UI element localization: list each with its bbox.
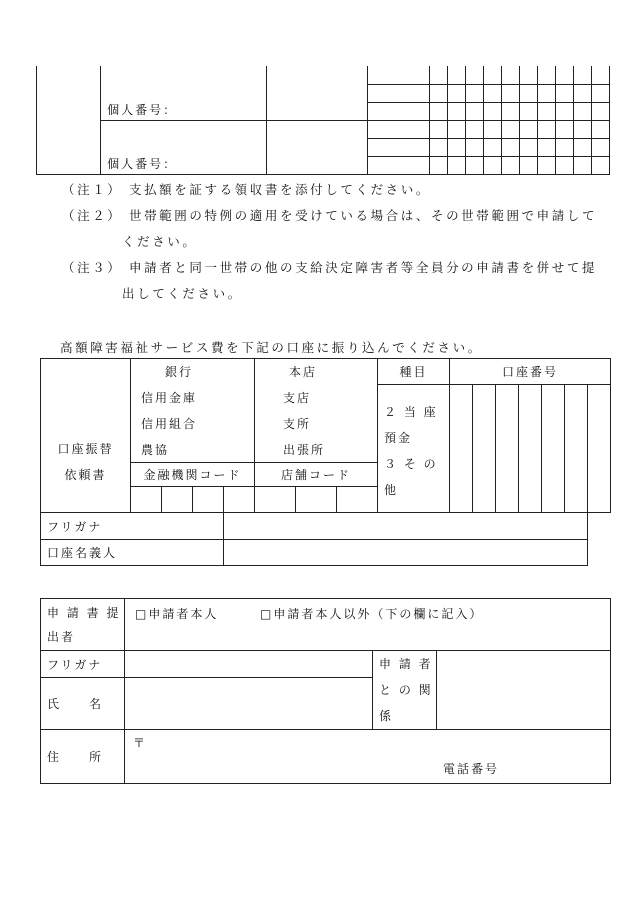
- applicant-name-label: 氏 名: [41, 678, 125, 730]
- branch-type-main: 本店: [255, 359, 378, 385]
- account-holder-label: 口座名義人: [41, 540, 224, 566]
- institution-code-digit[interactable]: [193, 487, 224, 513]
- option-self-checkbox[interactable]: □申請者本人: [135, 607, 219, 621]
- institution-code-digit[interactable]: [131, 487, 162, 513]
- institution-code-label: 金融機関コード: [131, 463, 255, 487]
- account-kind-options: ２ 当 座 預金 ３ そ の 他: [378, 385, 450, 513]
- applicant-furigana-field[interactable]: [125, 651, 373, 678]
- relation-field[interactable]: [437, 651, 611, 730]
- note-2-continuation: ください。: [122, 234, 198, 249]
- note-2: （注２） 世帯範囲の特例の適用を受けている場合は、その世帯範囲で申請して: [62, 208, 598, 223]
- note-3-continuation: 出してください。: [122, 286, 243, 301]
- note-3: （注３） 申請者と同一世帯の他の支給決定障害者等全員分の申請書を併せて提: [62, 260, 598, 275]
- branch-type-branch: 支店: [255, 385, 378, 411]
- personal-number-label-1: 個人番号：: [101, 66, 267, 120]
- account-transfer-label: 口座振替 依頼書: [41, 359, 131, 513]
- applicant-table: [40, 598, 611, 784]
- personal-number-label-2: 個人番号：: [101, 120, 267, 174]
- personal-number-table: [36, 66, 610, 175]
- applicant-name-field[interactable]: [125, 678, 373, 730]
- institution-code-digit[interactable]: [224, 487, 255, 513]
- branch-code-digit[interactable]: [296, 487, 337, 513]
- applicant-address-field[interactable]: [125, 730, 611, 784]
- bank-type-agri: 農協: [131, 437, 255, 463]
- bank-transfer-table: [40, 358, 611, 566]
- account-furigana-label: フリガナ: [41, 513, 224, 540]
- institution-code-digit[interactable]: [162, 487, 193, 513]
- phone-label: 電話番号: [443, 762, 500, 776]
- postal-mark: 〒: [133, 736, 148, 750]
- submitter-label: 申 請 書 提 出者: [41, 599, 125, 651]
- bank-type-bank: 銀行: [131, 359, 255, 385]
- account-furigana-field[interactable]: [224, 513, 588, 540]
- transfer-instruction: 高額障害福祉サービス費を下記の口座に振り込んでください。: [60, 340, 483, 355]
- applicant-furigana-label: フリガナ: [41, 651, 125, 678]
- branch-code-digit[interactable]: [255, 487, 296, 513]
- option-other-checkbox[interactable]: □申請者本人以外（下の欄に記入）: [260, 607, 484, 621]
- account-kind-header: 種目: [378, 359, 450, 385]
- branch-type-agency: 出張所: [255, 437, 378, 463]
- branch-code-digit[interactable]: [337, 487, 378, 513]
- branch-code-label: 店舗コード: [255, 463, 378, 487]
- account-number-header: 口座番号: [450, 359, 611, 385]
- branch-type-office: 支所: [255, 411, 378, 437]
- relation-label: 申 請 者 と の 関 係: [373, 651, 437, 730]
- note-1: （注１） 支払額を証する領収書を添付してください。: [62, 182, 431, 197]
- bank-type-shinkumi: 信用組合: [131, 411, 255, 437]
- account-holder-field[interactable]: [224, 540, 588, 566]
- bank-type-shinkin: 信用金庫: [131, 385, 255, 411]
- submitter-options: [125, 599, 611, 651]
- applicant-address-label: 住 所: [41, 730, 125, 784]
